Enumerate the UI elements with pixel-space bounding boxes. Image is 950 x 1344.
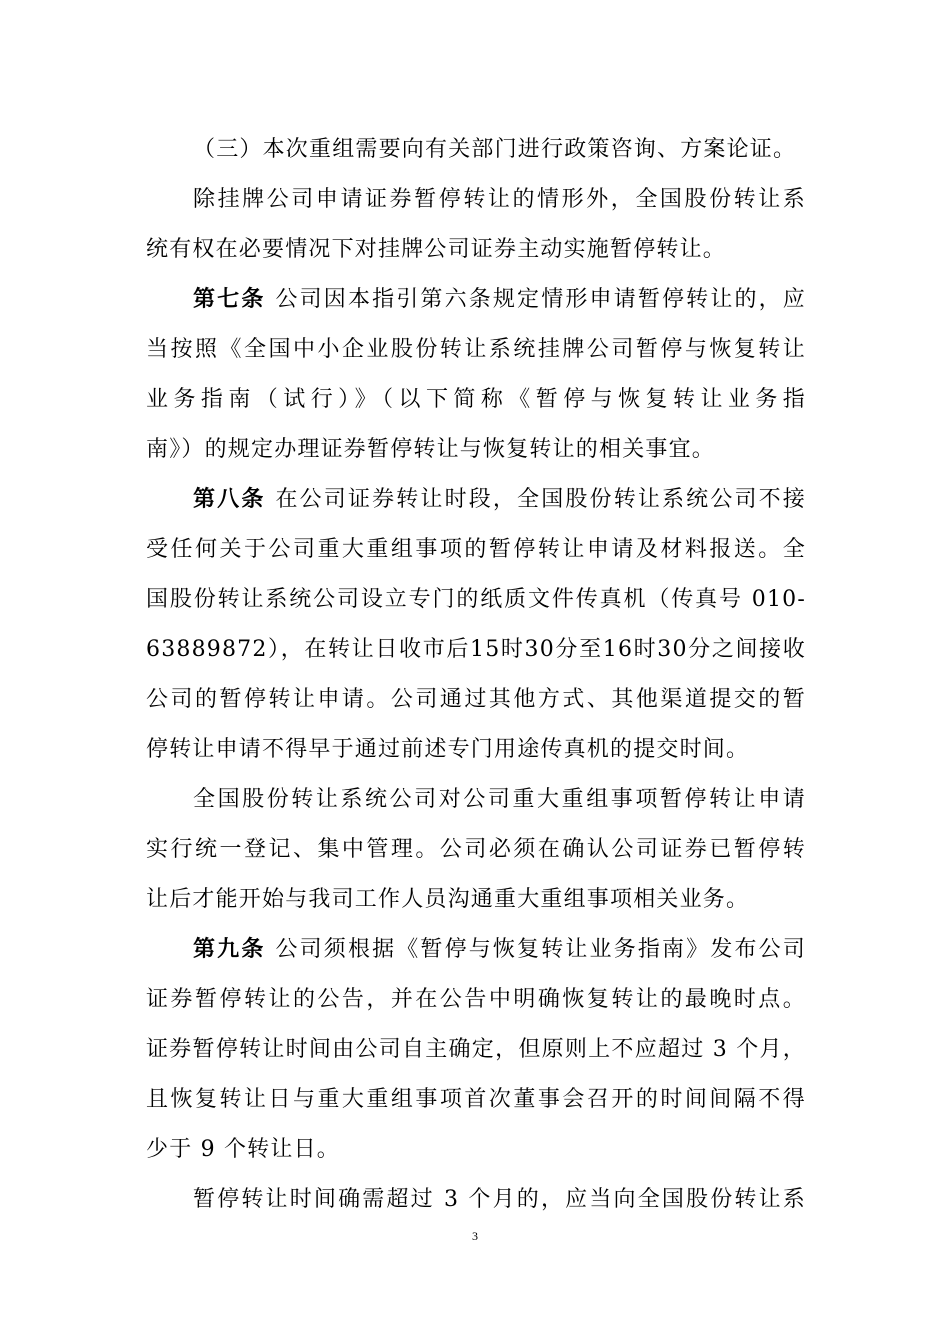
text-line: 让后才能开始与我司工作人员沟通重大重组事项相关业务。 xyxy=(146,887,750,912)
text-line: 且恢复转让日与重大重组事项首次董事会召开的时间间隔不得 xyxy=(146,1087,806,1112)
text-line: 受任何关于公司重大重组事项的暂停转让申请及材料报送。全 xyxy=(146,537,806,562)
text-line: 证券暂停转让时间由公司自主确定，但原则上不应超过 3 个月， xyxy=(146,1037,806,1062)
text-line: 南》）的规定办理证券暂停转让与恢复转让的相关事宜。 xyxy=(146,437,716,462)
text-line: 当按照《全国中小企业股份转让系统挂牌公司暂停与恢复转让 xyxy=(146,337,806,362)
article-8-heading: 第八条 xyxy=(193,487,266,512)
article-8-first-line xyxy=(193,485,806,515)
article-9-first-line xyxy=(193,935,806,965)
text-line: 统有权在必要情况下对挂牌公司证券主动实施暂停转让。 xyxy=(146,237,727,262)
text-line: 实行统一登记、集中管理。公司必须在确认公司证券已暂停转 xyxy=(146,837,806,862)
text-line: 国股份转让系统公司设立专门的纸质文件传真机（传真号 010- xyxy=(146,587,806,612)
article-7-heading: 第七条 xyxy=(193,287,266,312)
text-line: 除挂牌公司申请证券暂停转让的情形外，全国股份转让系 xyxy=(193,187,806,212)
text-line: 暂停转让时间确需超过 3 个月的，应当向全国股份转让系 xyxy=(193,1187,806,1212)
text-line: 停转让申请不得早于通过前述专门用途传真机的提交时间。 xyxy=(146,737,750,762)
text-line: 公司的暂停转让申请。公司通过其他方式、其他渠道提交的暂 xyxy=(146,687,806,712)
text-line: 公司因本指引第六条规定情形申请暂停转让的，应 xyxy=(275,287,806,312)
text-line: 全国股份转让系统公司对公司重大重组事项暂停转让申请 xyxy=(193,787,806,812)
text-line: 63889872），在转让日收市后15时30分至16时30分之间接收 xyxy=(146,637,806,662)
text-line: 业务指南（试行）》（以下简称《暂停与恢复转让业务指 xyxy=(146,387,806,412)
text-line: 少于 9 个转让日。 xyxy=(146,1137,340,1162)
text-line: 在公司证券转让时段，全国股份转让系统公司不接 xyxy=(275,487,806,512)
page-number: 3 xyxy=(472,1229,478,1243)
text-line: 公司须根据《暂停与恢复转让业务指南》发布公司 xyxy=(275,937,806,962)
article-7-first-line xyxy=(193,285,806,315)
article-9-heading: 第九条 xyxy=(193,937,266,962)
text-line: （三）本次重组需要向有关部门进行政策咨询、方案论证。 xyxy=(193,137,797,162)
text-line: 证券暂停转让的公告，并在公告中明确恢复转让的最晚时点。 xyxy=(146,987,806,1012)
